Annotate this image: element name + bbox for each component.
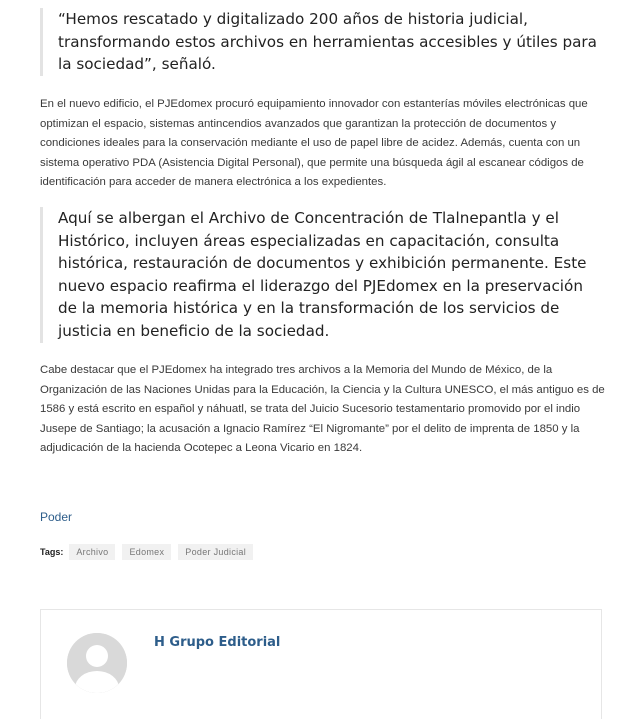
quote-2-text: Aquí se albergan el Archivo de Concentración de Tlalnepantla y el Histórico, incluyen áreas especializadas en capacitación, consulta histórica, restauración de documentos y exhibición permanente. Este nuevo espacio reafirma el liderazgo del PJEdomex en la preservación de la memoria histórica y en la transformación de los servicios de justicia en beneficio de la sociedad. bbox=[58, 209, 587, 340]
default-avatar-icon bbox=[67, 633, 127, 693]
quote-1-text: “Hemos rescatado y digitalizado 200 años de historia judicial, transformando estos archivos en herramientas accesibles y útiles para la sociedad”, señaló. bbox=[58, 10, 597, 73]
category-link[interactable]: Poder bbox=[40, 510, 73, 524]
author-box bbox=[40, 609, 602, 719]
article-paragraph-1: En el nuevo edificio, el PJEdomex procuró equipamiento innovador con estanterías móviles electrónicas que optimizan el espacio, sistemas antincendios avanzados que garantizan la protección de documentos y condiciones ideales para la conservación mediante el uso de papel libre de acidez. Además, cuenta con un sistema operativo PDA (Asistencia Digital Personal), que permite una búsqueda ágil al escanear códigos de identificación para acceder de manera electrónica a los expedientes. bbox=[40, 98, 588, 189]
blockquote-1 bbox=[40, 8, 605, 76]
blockquote-2 bbox=[40, 207, 605, 343]
tag-archivo[interactable]: Archivo bbox=[69, 544, 115, 560]
avatar[interactable] bbox=[67, 633, 127, 693]
article-paragraph-2: Cabe destacar que el PJEdomex ha integrado tres archivos a la Memoria del Mundo de México, de la Organización de las Naciones Unidas para la Educación, la Ciencia y la Cultura UNESCO, el más antiguo es de 1586 y está escrito en español y náhuatl, se trata del Juicio Sucesorio testamentario promovido por el indio Jusepe de Santiago; la acusación a Ignacio Ramírez “El Nigromante” por el delito de imprenta de 1850 y la adjudicación de la hacienda Ocotepec a Leona Vicario en 1824. bbox=[40, 364, 605, 455]
tags-list bbox=[40, 544, 260, 560]
author-name-link[interactable]: H Grupo Editorial bbox=[154, 635, 281, 650]
tag-edomex[interactable]: Edomex bbox=[122, 544, 171, 560]
tag-poder-judicial[interactable]: Poder Judicial bbox=[178, 544, 253, 560]
tags-label: Tags: bbox=[40, 547, 64, 557]
